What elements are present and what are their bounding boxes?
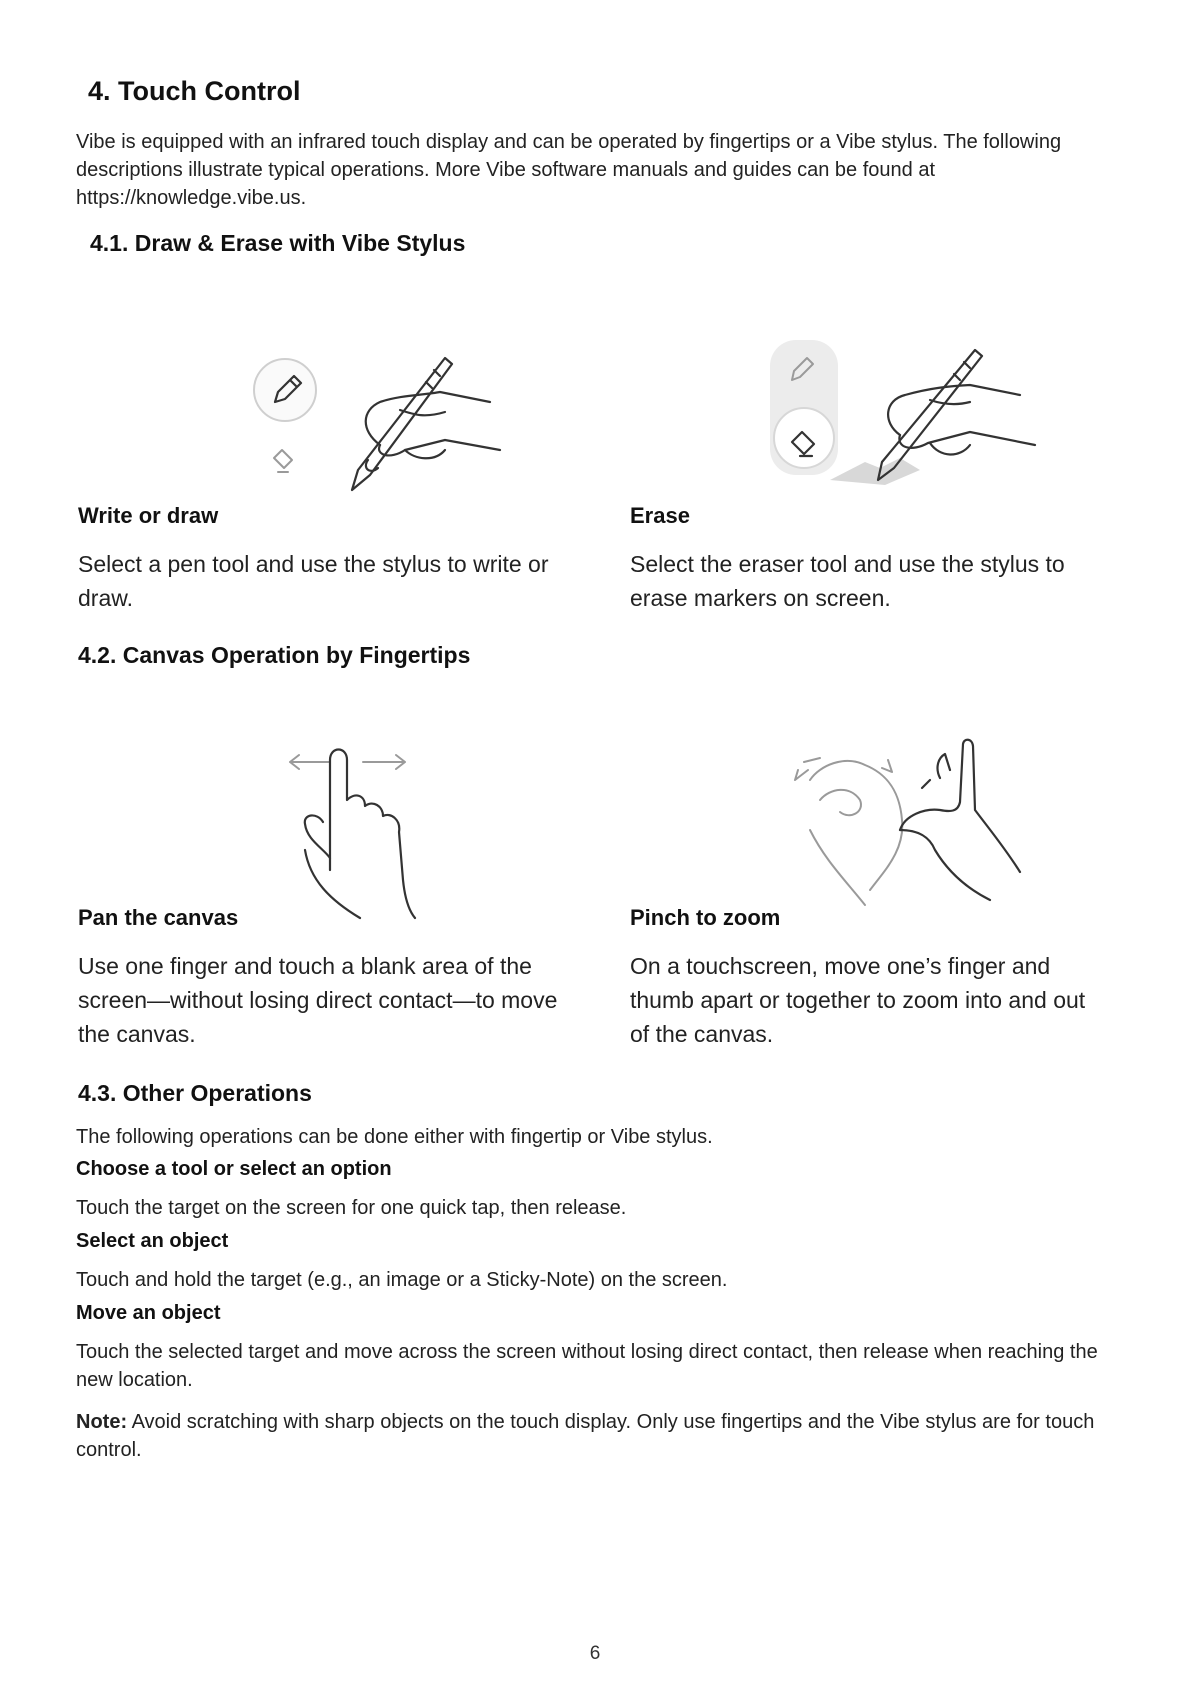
page-number: 6 <box>589 1643 601 1664</box>
page-title: 4. Touch Control <box>88 76 301 106</box>
other-ops-intro: The following operations can be done either with fingertip or Vibe stylus. <box>76 1126 713 1148</box>
op-text: Touch the selected target and move across the screen without losing direct contact, then release when reaching the new location. <box>76 1341 1098 1391</box>
hand-with-stylus-icon <box>830 350 1035 485</box>
pinch-illustration <box>790 740 1040 910</box>
pen-tool-icon <box>254 359 316 421</box>
eraser-illustration <box>770 340 1060 500</box>
section-4-2-heading: 4.2. Canvas Operation by Fingertips <box>78 642 471 668</box>
op-text: Touch and hold the target (e.g., an image or a Sticky-Note) on the screen. <box>76 1269 728 1291</box>
pointing-hand-icon <box>305 750 415 919</box>
op-title: Select an object <box>76 1230 229 1252</box>
pan-canvas-text: Use one finger and touch a blank area of the screen—without losing direct contact—to move the canvas. <box>78 953 558 1047</box>
intro-paragraph: Vibe is equipped with an infrared touch display and can be operated by fingertips or a Vibe stylus. The following descriptions illustrate typical operations. More Vibe software manuals and guides can be found at https://knowledge.vibe.us. <box>76 131 1062 209</box>
op-text: Touch the target on the screen for one quick tap, then release. <box>76 1197 627 1219</box>
eraser-tool-icon-faded <box>274 450 292 472</box>
erase-title: Erase <box>630 503 690 528</box>
op-title: Move an object <box>76 1302 221 1324</box>
note-text: Avoid scratching with sharp objects on the touch display. Only use fingertips and the Vibe stylus are for touch control. <box>76 1411 1095 1461</box>
section-4-1-heading: 4.1. Draw & Erase with Vibe Stylus <box>90 230 466 256</box>
pinch-zoom-text: On a touchscreen, move one’s finger and thumb apart or together to zoom into and out of the canvas. <box>630 953 1086 1047</box>
op-title: Choose a tool or select an option <box>76 1158 392 1180</box>
write-draw-text: Select a pen tool and use the stylus to write or draw. <box>78 551 549 611</box>
pinching-hand-icon <box>900 740 1020 900</box>
pen-tool-illustration <box>240 340 520 500</box>
erase-text: Select the eraser tool and use the stylus to erase markers on screen. <box>630 551 1065 611</box>
write-draw-title: Write or draw <box>78 503 219 528</box>
note-label: Note: <box>76 1411 128 1433</box>
pan-canvas-title: Pan the canvas <box>78 905 239 930</box>
pinch-zoom-title: Pinch to zoom <box>630 905 781 930</box>
faded-hand-icon <box>795 758 902 905</box>
pan-illustration <box>285 740 445 920</box>
note-paragraph <box>76 1408 1126 1464</box>
tool-panel <box>770 340 838 475</box>
hand-with-stylus-icon <box>352 358 500 490</box>
section-4-3-heading: 4.3. Other Operations <box>78 1080 312 1106</box>
